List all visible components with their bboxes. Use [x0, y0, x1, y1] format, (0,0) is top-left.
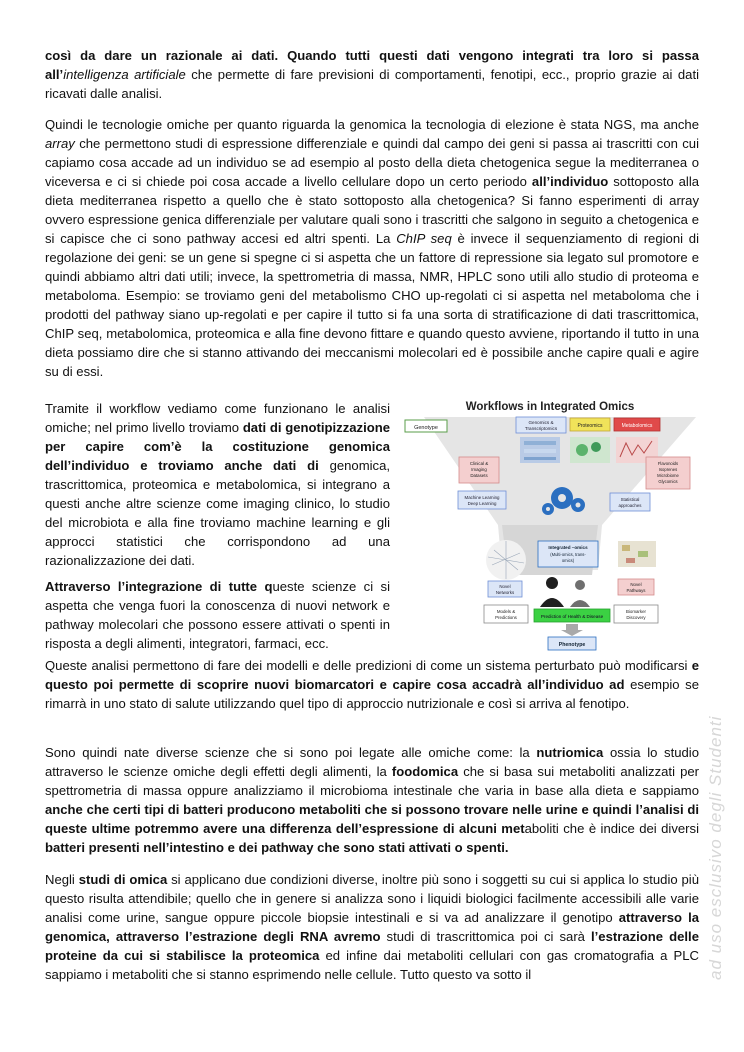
text-run: che si basa sui metaboliti analizzati per spettrometria di massa oppure analizziamo il microbioma intestinale che varia in base alla dieta e sappiamo — [45, 764, 699, 798]
transcriptomics-label: Transcriptomics — [524, 426, 558, 431]
metabolomics-label: Metabolomics — [621, 423, 653, 429]
flavonoids-label-4: Glycomics — [658, 479, 678, 484]
stat-label-1: Statistical — [620, 497, 640, 502]
text-bold: batteri presenti nell’intestino e dei pathway che sono stati attivati o spenti. — [45, 840, 509, 855]
pathway-node — [626, 558, 635, 563]
pathway-node — [638, 551, 648, 557]
network-graph-image — [486, 540, 526, 580]
text-bold: e questo poi permette di scoprire nuovi biomarcatori e capire cosa accadrà all’individuo ad — [45, 658, 699, 692]
clinical-label-2: Imaging — [471, 467, 487, 472]
flavonoids-label-3: Microbiome — [657, 473, 679, 478]
flavonoids-label-1: Flavonoids — [657, 461, 679, 466]
paragraph-nutriomics — [45, 743, 699, 857]
machine-learning-box — [458, 491, 506, 509]
text-run: che permette di fare previsioni di comportamenti, fenotipi, ecc., proprio grazie ai dati ricavati dalle analisi. — [45, 67, 699, 101]
biomarker-label-2: Discovery — [626, 615, 646, 620]
text-bold: studi di omica — [78, 872, 168, 887]
novel-pathways-label-2: Pathways — [626, 588, 646, 593]
protein-blob — [576, 444, 588, 456]
integrated-label-3: omics) — [561, 558, 575, 563]
watermark: ad uso esclusivo degli Studenti — [706, 715, 725, 980]
text-run: genomica, trascrittomica, proteomica e metabolomica, si integrano a questi anche altre scienze come imaging clinico, lo studio del microbiota e alla fine troviamo machine learning e gli approcci statistici che corrispondono ad una razionalizzazione dei dati. — [45, 458, 390, 568]
heatmap-band — [524, 441, 556, 445]
text-bold: all’individuo — [531, 174, 609, 189]
text-run: ed infine dai metaboliti cellulari con gas cromatografia a PLC sappiamo i metaboliti che si stanno esprimendo nelle cellule. Tutto questo va sotto il — [45, 948, 699, 982]
text-bold: attraverso la genomica, attraverso l’estrazione degli RNA avremo — [45, 910, 699, 944]
text-run: Quindi le tecnologie omiche per quanto riguarda la genomica la tecnologia di elezione è stata NGS, ma anche — [45, 117, 699, 132]
text-bold: dati di genotipizzazione per capire com’è la costituzione genomica dell’individuo e troviamo anche dati di — [45, 420, 390, 473]
statistical-box — [610, 493, 650, 511]
clinical-label-1: Clinical & — [469, 461, 489, 466]
paragraph-omics-studies — [45, 870, 699, 984]
ml-label-1: Machine Learning — [464, 495, 500, 500]
protein-blob — [591, 442, 601, 452]
text-run: si applicano due condizioni diverse, inoltre più sono i soggetti su cui si applica lo studio più questo risulta attendibile; quello che in genere si analizza sono i liquidi biologici facilmente accessibili alle varie analisi come urine, sangue oppure piccole biopsie intestinali e si va ad analizzare il genotipo — [45, 872, 699, 925]
flavonoids-label-2: Isoprenes — [658, 467, 678, 472]
genotype-label: Genotype — [414, 425, 438, 431]
text-run: Queste analisi permettono di fare dei modelli e delle predizioni di come un sistema perturbato può modificarsi — [45, 658, 692, 673]
figure-title: Workflows in Integrated Omics — [465, 401, 635, 413]
text-run: ueste scienze ci si aspetta che venga fuori la conoscenza di nuovi network e pathway molecolari che possono essere attivati o spenti in risposta a degli alimenti, integratori, farmaci, ecc. — [45, 579, 390, 651]
biomarker-label-1: Biomarker — [625, 609, 647, 614]
text-italic: array — [45, 136, 75, 151]
paragraph-ai — [45, 46, 699, 103]
people-icon — [540, 577, 590, 607]
prediction-label: Prediction of Health & Disease — [540, 614, 604, 619]
phenotype-label: Phenotype — [558, 642, 586, 648]
novel-pathways-label-1: Novel — [630, 582, 642, 587]
workflow-figure — [402, 395, 698, 653]
text-bold: nutriomica — [536, 745, 604, 760]
text-run: che permettono studi di espressione differenziale e quindi dal campo dei geni si passa ai trascritti con cui capiamo cosa accade ad un individuo se ad esempio al posto della dieta chetogenica segue la mediterranea o viceversa e ci si chiede poi cosa accade a livello cellulare dopo un certo periodo — [45, 136, 699, 189]
heatmap-band — [524, 457, 556, 460]
arrow-down-icon — [561, 624, 583, 636]
text-italic: ChIP seq — [396, 231, 452, 246]
text-run: Tramite il workflow vediamo come funzionano le analisi omiche; nel primo livello troviamo — [45, 401, 390, 435]
text-run: ossia lo studio attraverso le scienze omiche degli effetti degli alimenti, la — [45, 745, 699, 779]
text-run: sottoposto alla dieta mediterranea rispetto a quello che è stato sottoposto alla chetogenica? Si fanno esperimenti di array ovvero espressione genica differenziale per valutare quali sono i trascritti che salgono in seguito a chetogenica e si capisce che ci sono pathway accesi ed altri spenti. La — [45, 174, 700, 246]
text-run: esempio se rimarrà in uno stato di salute utilizzando quel tipo di approccio nutrizionale e così si arriva al fenotipo. — [45, 677, 699, 711]
text-run: è invece il sequenziamento di regioni di regolazione dei geni: se un gene si spegne ci si aspetta che un fattore di repressione sia legato sul promotore e quindi abbiamo altri dati utili; invece, la spettrometria di massa, NMR, HPLC sono utili allo studio di proteoma e metaboloma. Esempio: se troviamo geni del metabolismo CHO up-regolati ci si aspetta nel metaboloma che i prodotti del pathway siano up-regolati e per capire il tutto si fa una sorta di stratificazione di dati trascrittomica, ChIP seq, metabolomica, proteomica e alla fine devono fittare e quando questo avviene, riportando il tutto in una dieta possiamo dire che si stanno attivando dei meccanismi molecolari ed è possibile anche capire quali e agire su di essi. — [45, 231, 699, 379]
genomics-label: Genomics & — [528, 420, 554, 425]
text-run: studi di trascrittomica poi ci sarà — [380, 929, 592, 944]
text-bold: l’estrazione delle proteine da cui si stabilisce la proteomica — [45, 929, 699, 963]
text-run: Sono quindi nate diverse scienze che si sono poi legate alle omiche come: la — [45, 745, 537, 760]
paragraph-integration — [45, 577, 390, 653]
text-run: aboliti che è indice dei diversi — [524, 821, 699, 836]
text-italic: intelligenza artificiale — [63, 67, 186, 82]
paragraph-models — [45, 656, 699, 713]
paragraph-workflow — [45, 399, 390, 570]
stat-label-2: approaches — [618, 503, 642, 508]
proteomics-label: Proteomics — [577, 423, 603, 429]
pathway-map-image — [618, 541, 656, 567]
integrated-label-2: (Multi-omics, trans- — [550, 552, 586, 557]
paragraph-omic-technologies — [45, 115, 699, 381]
text-bold: anche che certi tipi di batteri producono metaboliti che si possono trovare nelle urine e quindi l’analisi di queste ultime potremmo avere una differenza dell’espressione di alcuni met — [45, 802, 699, 836]
pathway-node — [622, 545, 630, 551]
text-bold: foodomica — [391, 764, 459, 779]
text-run: Negli — [45, 872, 79, 887]
text-bold: Attraverso l’integrazione di tutte q — [45, 579, 273, 594]
models-label-2: Predictions — [495, 615, 517, 620]
novel-networks-label-2: Networks — [495, 590, 515, 595]
integrated-label-1: Integrated –omics — [548, 545, 588, 550]
ml-label-2: Deep Learning — [467, 501, 497, 506]
biomarker-box — [614, 605, 658, 623]
models-label-1: Models & — [496, 609, 516, 614]
clinical-label-3: Datasets — [470, 473, 488, 478]
novel-networks-label-1: Novel — [499, 584, 511, 589]
models-box — [484, 605, 528, 623]
text-bold: così da dare un razionale ai dati. Quando tutti questi dati vengono integrati tra loro si passa all’ — [45, 48, 699, 82]
heatmap-band — [524, 449, 556, 453]
